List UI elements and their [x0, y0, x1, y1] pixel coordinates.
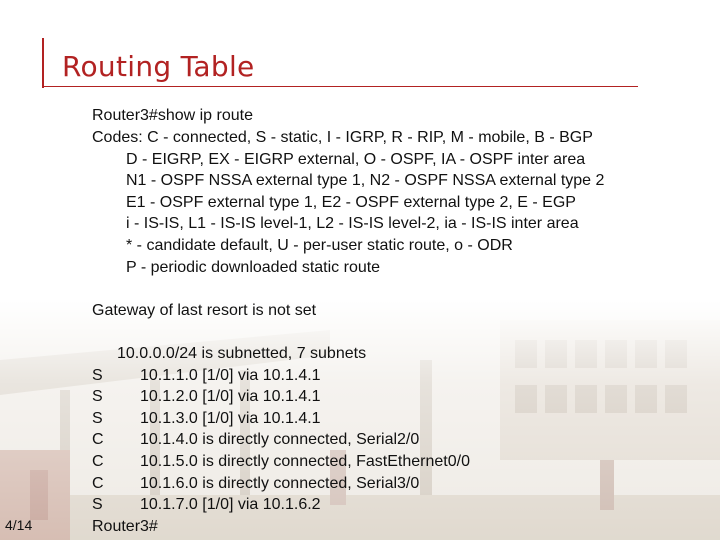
codes-legend-line: N1 - OSPF NSSA external type 1, N2 - OSPF NSSA external type 2 [126, 172, 605, 189]
codes-legend-line: E1 - OSPF external type 1, E2 - OSPF external type 2, E - EGP [126, 194, 576, 211]
route-entry: 10.1.7.0 [1/0] via 10.1.6.2 [140, 496, 321, 513]
subnet-summary-line: 10.0.0.0/24 is subnetted, 7 subnets [117, 345, 367, 362]
route-code: C [92, 453, 104, 470]
route-entry: 10.1.5.0 is directly connected, FastEthernet0/0 [140, 453, 470, 470]
page-number: 4/14 [5, 517, 33, 533]
route-entry: 10.1.2.0 [1/0] via 10.1.4.1 [140, 388, 321, 405]
route-entry: 10.1.1.0 [1/0] via 10.1.4.1 [140, 367, 321, 384]
route-code: C [92, 475, 104, 492]
codes-legend-line: i - IS-IS, L1 - IS-IS level-1, L2 - IS-IS level-2, ia - IS-IS inter area [126, 215, 579, 232]
route-entry: 10.1.4.0 is directly connected, Serial2/0 [140, 431, 420, 448]
codes-legend-line: * - candidate default, U - per-user static route, o - ODR [126, 237, 513, 254]
route-code: S [92, 367, 103, 384]
gateway-line: Gateway of last resort is not set [92, 302, 317, 319]
route-code: S [92, 388, 103, 405]
codes-legend-line: D - EIGRP, EX - EIGRP external, O - OSPF, IA - OSPF inter area [126, 151, 586, 168]
slide-title: Routing Table [62, 50, 255, 83]
route-code: C [92, 431, 104, 448]
codes-legend-line: Codes: C - connected, S - static, I - IGRP, R - RIP, M - mobile, B - BGP [92, 129, 593, 146]
cli-prompt: Router3# [92, 518, 158, 535]
route-entry: 10.1.3.0 [1/0] via 10.1.4.1 [140, 410, 321, 427]
route-code: S [92, 410, 103, 427]
route-entry: 10.1.6.0 is directly connected, Serial3/0 [140, 475, 420, 492]
command-line: Router3#show ip route [92, 107, 253, 124]
route-code: S [92, 496, 103, 513]
codes-legend-line: P - periodic downloaded static route [126, 259, 381, 276]
